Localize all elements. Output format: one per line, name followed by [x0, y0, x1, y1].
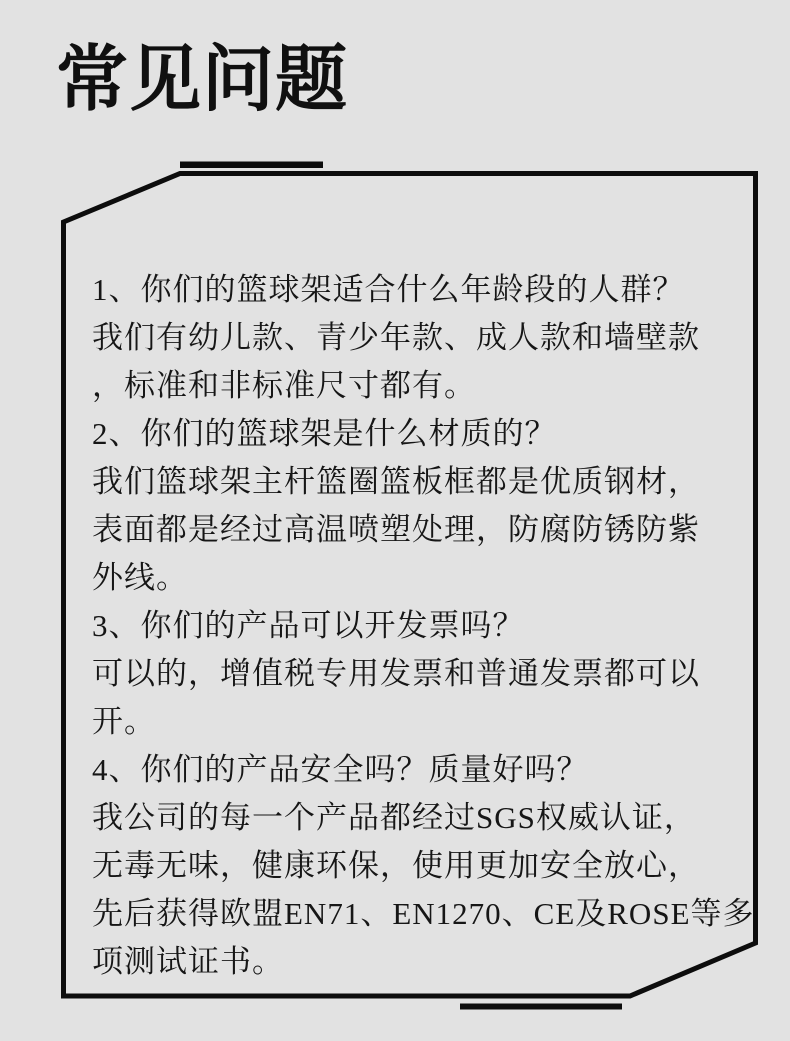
- faq-question-2: 2、你们的篮球架是什么材质的？: [92, 416, 557, 451]
- faq-answer-4-line-4: 项测试证书。: [92, 944, 284, 979]
- faq-answer-2-line-2: 表面都是经过高温喷塑处理，防腐防锈防紫: [92, 512, 700, 547]
- faq-question-4: 4、你们的产品安全吗？质量好吗？: [92, 752, 589, 787]
- faq-question-1: 1、你们的篮球架适合什么年龄段的人群？: [92, 272, 685, 307]
- faq-answer-3-line-1: 可以的，增值税专用发票和普通发票都可以: [92, 656, 700, 691]
- faq-answer-2-line-1: 我们篮球架主杆篮圈篮板框都是优质钢材，: [92, 464, 700, 499]
- frame-top-accent-bar: [180, 162, 323, 169]
- faq-answer-4-line-3: 先后获得欧盟EN71、EN1270、CE及ROSE等多: [92, 896, 755, 931]
- faq-answer-1-line-1: 我们有幼儿款、青少年款、成人款和墙壁款: [92, 320, 700, 355]
- faq-answer-2-line-3: 外线。: [92, 560, 188, 595]
- faq-answer-4-line-1: 我公司的每一个产品都经过SGS权威认证，: [92, 800, 696, 835]
- page-title: 常见问题: [56, 40, 349, 120]
- faq-answer-3-line-2: 开。: [92, 704, 156, 739]
- faq-content: [92, 266, 755, 986]
- faq-answer-4-line-2: 无毒无味，健康环保，使用更加安全放心，: [92, 848, 700, 883]
- faq-answer-1-line-2: ，标准和非标准尺寸都有。: [92, 368, 476, 403]
- faq-question-3: 3、你们的产品可以开发票吗？: [92, 608, 525, 643]
- frame-bottom-accent-bar: [460, 1004, 622, 1010]
